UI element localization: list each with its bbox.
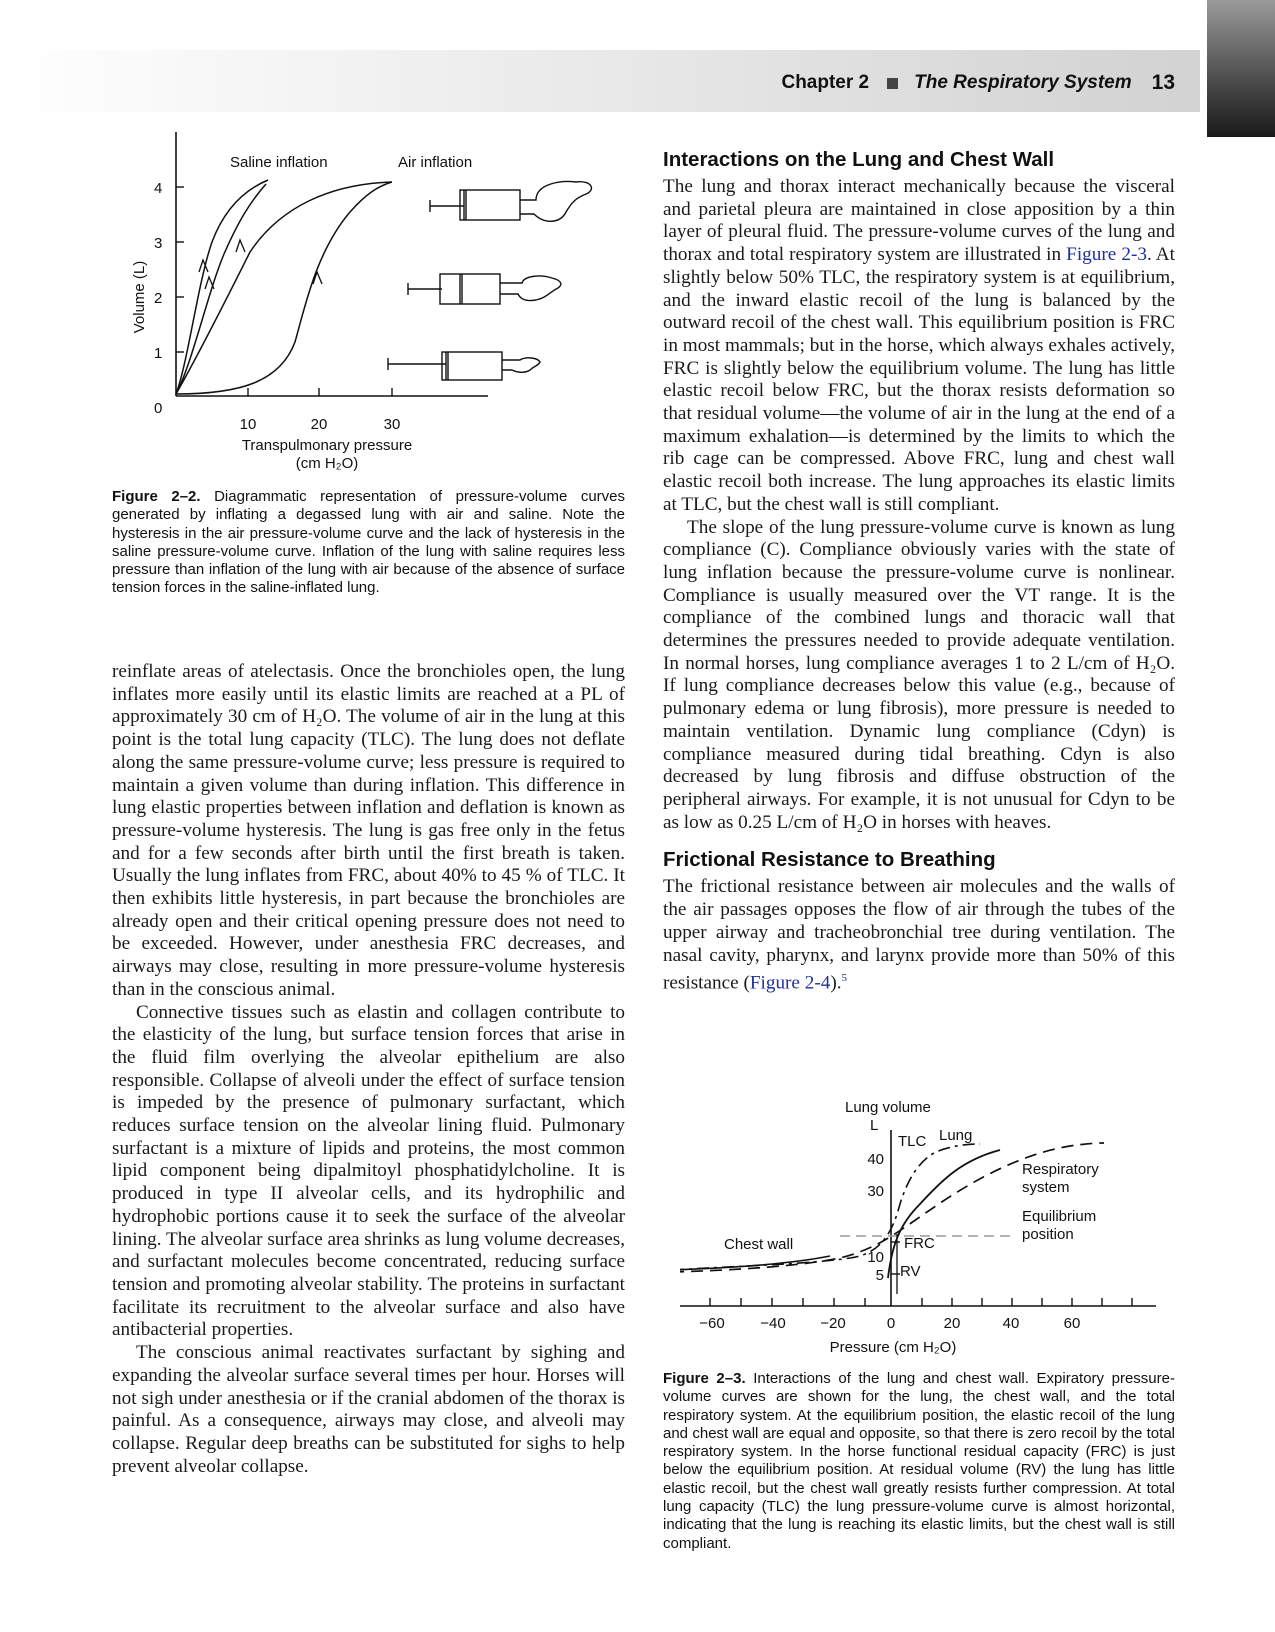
fig22-x-axis-label-2: (cm H₂O) (295, 455, 359, 472)
fig22-ytick-0: 0 (154, 400, 163, 417)
fig22-y-axis-label: Volume (L) (131, 260, 148, 334)
fig22-ytick-4: 4 (154, 180, 163, 197)
fig22-syringe-lung-empty (388, 352, 540, 380)
figure-2-4-link[interactable]: Figure 2-4 (749, 972, 831, 994)
running-head (781, 68, 1175, 98)
reference-5[interactable]: 5 (841, 972, 848, 985)
fig23-xtick-0: 0 (886, 1315, 896, 1332)
right-column-text (663, 148, 1175, 995)
fig23-label-equilibrium-2: position (1022, 1226, 1074, 1243)
fig23-xtick-m60: −60 (699, 1315, 725, 1332)
figure-2-2-diagram (120, 132, 630, 482)
fig23-ytick-30: 30 (867, 1183, 884, 1200)
fig22-ytick-2: 2 (154, 290, 163, 307)
section-title: The Respiratory System (914, 72, 1132, 93)
fig23-label-rv: RV (900, 1263, 921, 1280)
fig22-xtick-20: 20 (310, 416, 328, 433)
figure-2-3-link[interactable]: Figure 2-3 (1066, 244, 1147, 266)
left-paragraph-1: reinflate areas of atelectasis. Once the bronchioles open, the lung inflates more easily until its elastic limits are reached at a PL of approximately 30 cm of H₂O. The volume of air in the lung at this point is the total lung capacity (TLC). The lung does not deflate along the same pressure-volume curve; less pressure is required to maintain a given volume than during inflation. This difference in lung elastic properties between inflation and deflation is known as pressure-volume hysteresis. The lung is gas free only in the fetus and for a few seconds after birth until the first breath is taken. Usually the lung inflates from FRC, about 40% to 45 % of TLC. It then exhibits little hysteresis, in part because the bronchioles are already open and their critical opening pressure does not need to be exceeded. However, under anesthesia FRC decreases, and airways may close, resulting in more pressure-volume hysteresis than in the conscious animal. (112, 661, 625, 1000)
fig22-ytick-1: 1 (154, 345, 163, 362)
figure-2-2-caption-label: Figure 2–2. (112, 488, 201, 505)
left-paragraph-3: The conscious animal reactivates surfactant by sighing and expanding the alveolar surface several times per hour. Horses will not sigh under anesthesia or if the cranial abdomen of the thorax is painful. As a consequence, airways may close, and alveoli may collapse. Regular deep breaths can be substituted for sighs to help prevent alveolar collapse. (112, 1342, 625, 1477)
fig23-label-chest-wall: Chest wall (724, 1236, 794, 1253)
figure-2-2-caption-text: Diagrammatic representation of pressure-volume curves generated by inflating a degassed lung with air and saline. Note the hysteresis in the air pressure-volume curve and the lack of hysteresis in the saline pressure-volume curve. Inflation of the lung with saline requires less pressure than inflation of the lung with air because of the absence of surface tension forces in the saline-inflated lung. (112, 488, 626, 597)
fig23-ytick-10: 10 (867, 1249, 884, 1266)
fig23-label-respiratory-2: system (1022, 1179, 1070, 1196)
fig23-label-frc: FRC (904, 1235, 935, 1252)
fig22-air-curve-inflation (176, 182, 392, 394)
page-number: 13 (1151, 71, 1175, 94)
fig23-xtick-60: 60 (1063, 1315, 1081, 1332)
fig23-y-axis-label: Lung volume (845, 1099, 931, 1116)
fig22-saline-curve-deflation (176, 184, 266, 394)
section-heading-interactions: Interactions on the Lung and Chest Wall (663, 148, 1055, 171)
figure-2-3-caption-text: Interactions of the lung and chest wall. Expiratory pressure-volume curves are shown for the lung, the chest wall, and the total respiratory system. At the equilibrium position, the elastic recoil of the lung and chest wall are equal and opposite, so that there is zero recoil by the total respiratory system. In the horse functional residual capacity (FRC) is just below the equilibrium position. At residual volume (RV) the lung has little elastic recoil, but the chest wall greatly resists further compression. At total lung capacity (TLC) the lung pressure-volume curve is almost horizontal, indicating that the lung is reaching its elastic limits, but the chest wall is still compliant. (663, 1370, 1175, 1552)
left-column-text (112, 661, 625, 1478)
fig22-title-saline: Saline inflation (230, 154, 328, 171)
fig23-label-equilibrium-1: Equilibrium (1022, 1208, 1097, 1225)
fig23-label-respiratory-1: Respiratory (1022, 1161, 1099, 1178)
fig22-saline-curve-inflation (176, 180, 268, 394)
fig22-syringe-lung-half (408, 274, 561, 304)
fig23-label-lung: Lung (939, 1127, 973, 1144)
figure-2-3-diagram (680, 1094, 1170, 1362)
chapter-label: Chapter 2 (781, 72, 870, 93)
figure-2-2-caption (112, 488, 625, 598)
figure-2-3-caption-label: Figure 2–3. (663, 1370, 746, 1387)
section-heading-frictional: Frictional Resistance to Breathing (663, 848, 996, 872)
fig22-xtick-10: 10 (239, 416, 257, 433)
square-separator-icon (887, 78, 898, 89)
fig23-ytick-5: 5 (875, 1267, 884, 1284)
fig23-label-tlc: TLC (898, 1133, 927, 1150)
fig23-xtick-m20: −20 (820, 1315, 846, 1332)
fig23-y-unit: L (870, 1117, 879, 1134)
fig23-ytick-40: 40 (867, 1151, 884, 1168)
left-paragraph-2: Connective tissues such as elastin and collagen contribute to the elasticity of the lung, but surface tension forces that arise in the fluid film overlying the alveolar epithelium are also responsible. Collapse of alveoli under the effect of surface tension is impeded by the presence of pulmonary surfactant, which reduces surface tension on the alveolar lining fluid. Pulmonary surfactant is a mixture of lipids and proteins, the most common lipid component being dipalmitoyl phosphatidylcholine. It is produced in type II alveolar cells, and its hydrophilic and hydrophobic portions cause it to seek the surface of the alveolar lining. The alveolar surface area shrinks as lung volume decreases, and surfactant molecules become concentrated, reducing surface tension and promoting alveolar stability. The proteins in surfactant facilitate its recruitment to the alveolar surface and also have antibacterial properties. (112, 1001, 625, 1341)
fig22-xtick-30: 30 (383, 416, 401, 433)
fig22-ytick-3: 3 (154, 235, 163, 252)
fig23-x-axis-label: Pressure (cm H₂O) (829, 1339, 957, 1356)
right-paragraph-1: The lung and thorax interact mechanically because the visceral and parietal pleura are maintained in close apposition by a thin layer of pleural fluid. The pressure-volume curves of the lung and thorax and total respiratory system are illustrated in Figure 2-3. At slightly below 50% TLC, the respiratory system is at equilibrium, and the inward elastic recoil of the lung is balanced by the outward recoil of the chest wall. This equilibrium position is FRC in most mammals; but in the horse, which always exhales actively, FRC is slightly below the equilibrium volume. The lung has little elastic recoil below FRC, but the thorax resists deformation so that residual volume—the volume of air in the lung at the end of a maximum exhalation—is determined by the limits to which the rib cage can be compressed. Above FRC, lung and chest wall elastic recoil both increase. The lung approaches its elastic limits at TLC, but the chest wall is still compliant. (663, 176, 1175, 515)
fig22-x-axis-label-1: Transpulmonary pressure (241, 437, 413, 454)
figure-2-3-caption (663, 1370, 1175, 1553)
fig23-xtick-40: 40 (1002, 1315, 1020, 1332)
fig22-title-air: Air inflation (398, 154, 473, 171)
right-paragraph-2: The slope of the lung pressure-volume curve is known as lung compliance (C). Compliance obviously varies with the state of lung inflation because the pressure-volume curve is nonlinear. Compliance is usually measured over the VT range. It is the compliance of the combined lungs and thoracic wall that determines the pressures needed to provide adequate ventilation. In normal horses, lung compliance averages 1 to 2 L/cm of H₂O. If lung compliance decreases below this value (e.g., because of pulmonary edema or lung fibrosis), more pressure is needed to maintain ventilation. Dynamic lung compliance (Cdyn) is compliance measured during tidal breathing. Cdyn is also decreased by lung fibrosis and diffuse obstruction of the peripheral airways. For example, it is not unusual for Cdyn to be as low as 0.25 L/cm of H₂O in horses with heaves. (663, 516, 1175, 833)
fig22-syringe-lung-full (430, 182, 591, 222)
fig23-xtick-m40: −40 (760, 1315, 786, 1332)
right-paragraph-3: The frictional resistance between air molecules and the walls of the air passages opposes the flow of air through the tubes of the upper airway and tracheobronchial tree during ventilation. The nasal cavity, pharynx, and larynx provide more than 50% of this resistance (Figure 2-4).$^5$ (663, 876, 1175, 994)
fig23-xtick-20: 20 (943, 1315, 961, 1332)
corner-tab (1207, 0, 1275, 137)
fig23-lung-curve (888, 1150, 1000, 1278)
